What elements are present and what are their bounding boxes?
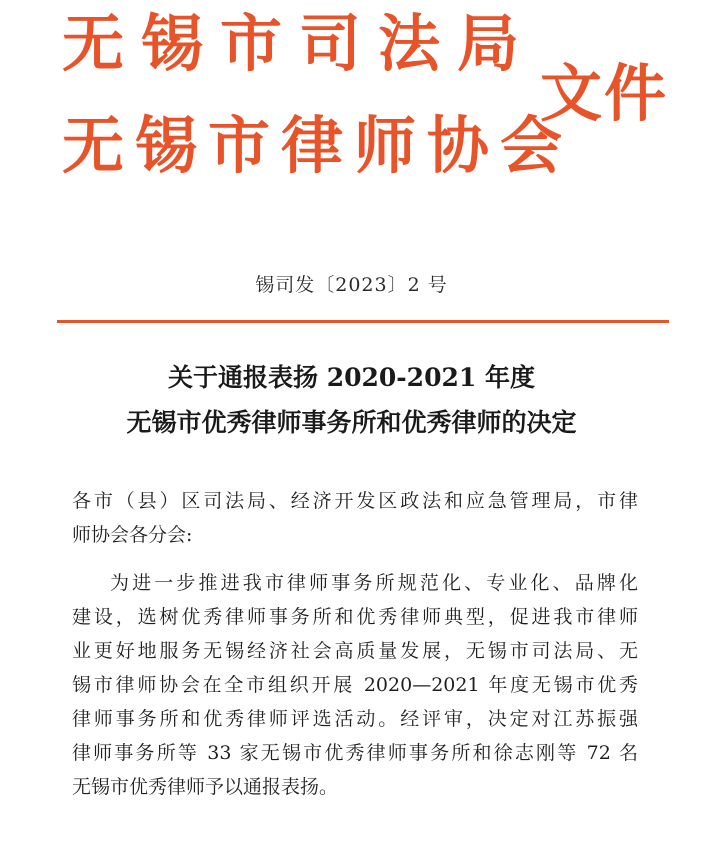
paragraph-line: 律师事务所等 33 家无锡市优秀律师事务所和徐志刚等 72 名 xyxy=(72,742,638,764)
paragraph-line: 锡市律师协会在全市组织开展 2020—2021 年度无锡市优秀 xyxy=(72,674,638,696)
salutation xyxy=(72,484,638,552)
salutation-line: 各市（县）区司法局、经济开发区政法和应急管理局，市律 xyxy=(72,490,638,512)
body-paragraph xyxy=(72,566,638,804)
document-number: 锡司发〔2023〕2 号 xyxy=(255,274,448,296)
paragraph-line: 为进一步推进我市律师事务所规范化、专业化、品牌化 xyxy=(110,572,638,594)
paragraph-line: 律师事务所和优秀律师评选活动。经评审，决定对江苏振强 xyxy=(72,708,638,730)
paragraph-line: 建设，选树优秀律师事务所和优秀律师典型，促进我市律师 xyxy=(72,606,638,628)
red-divider xyxy=(57,320,669,323)
letterhead-org-2: 无锡市律师协会 xyxy=(62,109,574,182)
document-title-line-2: 无锡市优秀律师事务所和优秀律师的决定 xyxy=(126,408,577,437)
paragraph-line: 业更好地服务无锡经济社会高质量发展，无锡市司法局、无 xyxy=(72,640,638,662)
document-title-line-1: 关于通报表扬 2020-2021 年度 xyxy=(168,363,535,392)
letterhead-suffix: 文件 xyxy=(540,57,669,130)
letterhead-org-1: 无锡市司法局 xyxy=(62,7,537,80)
paragraph-line: 无锡市优秀律师予以通报表扬。 xyxy=(72,776,339,798)
salutation-line: 师协会各分会: xyxy=(72,524,193,546)
